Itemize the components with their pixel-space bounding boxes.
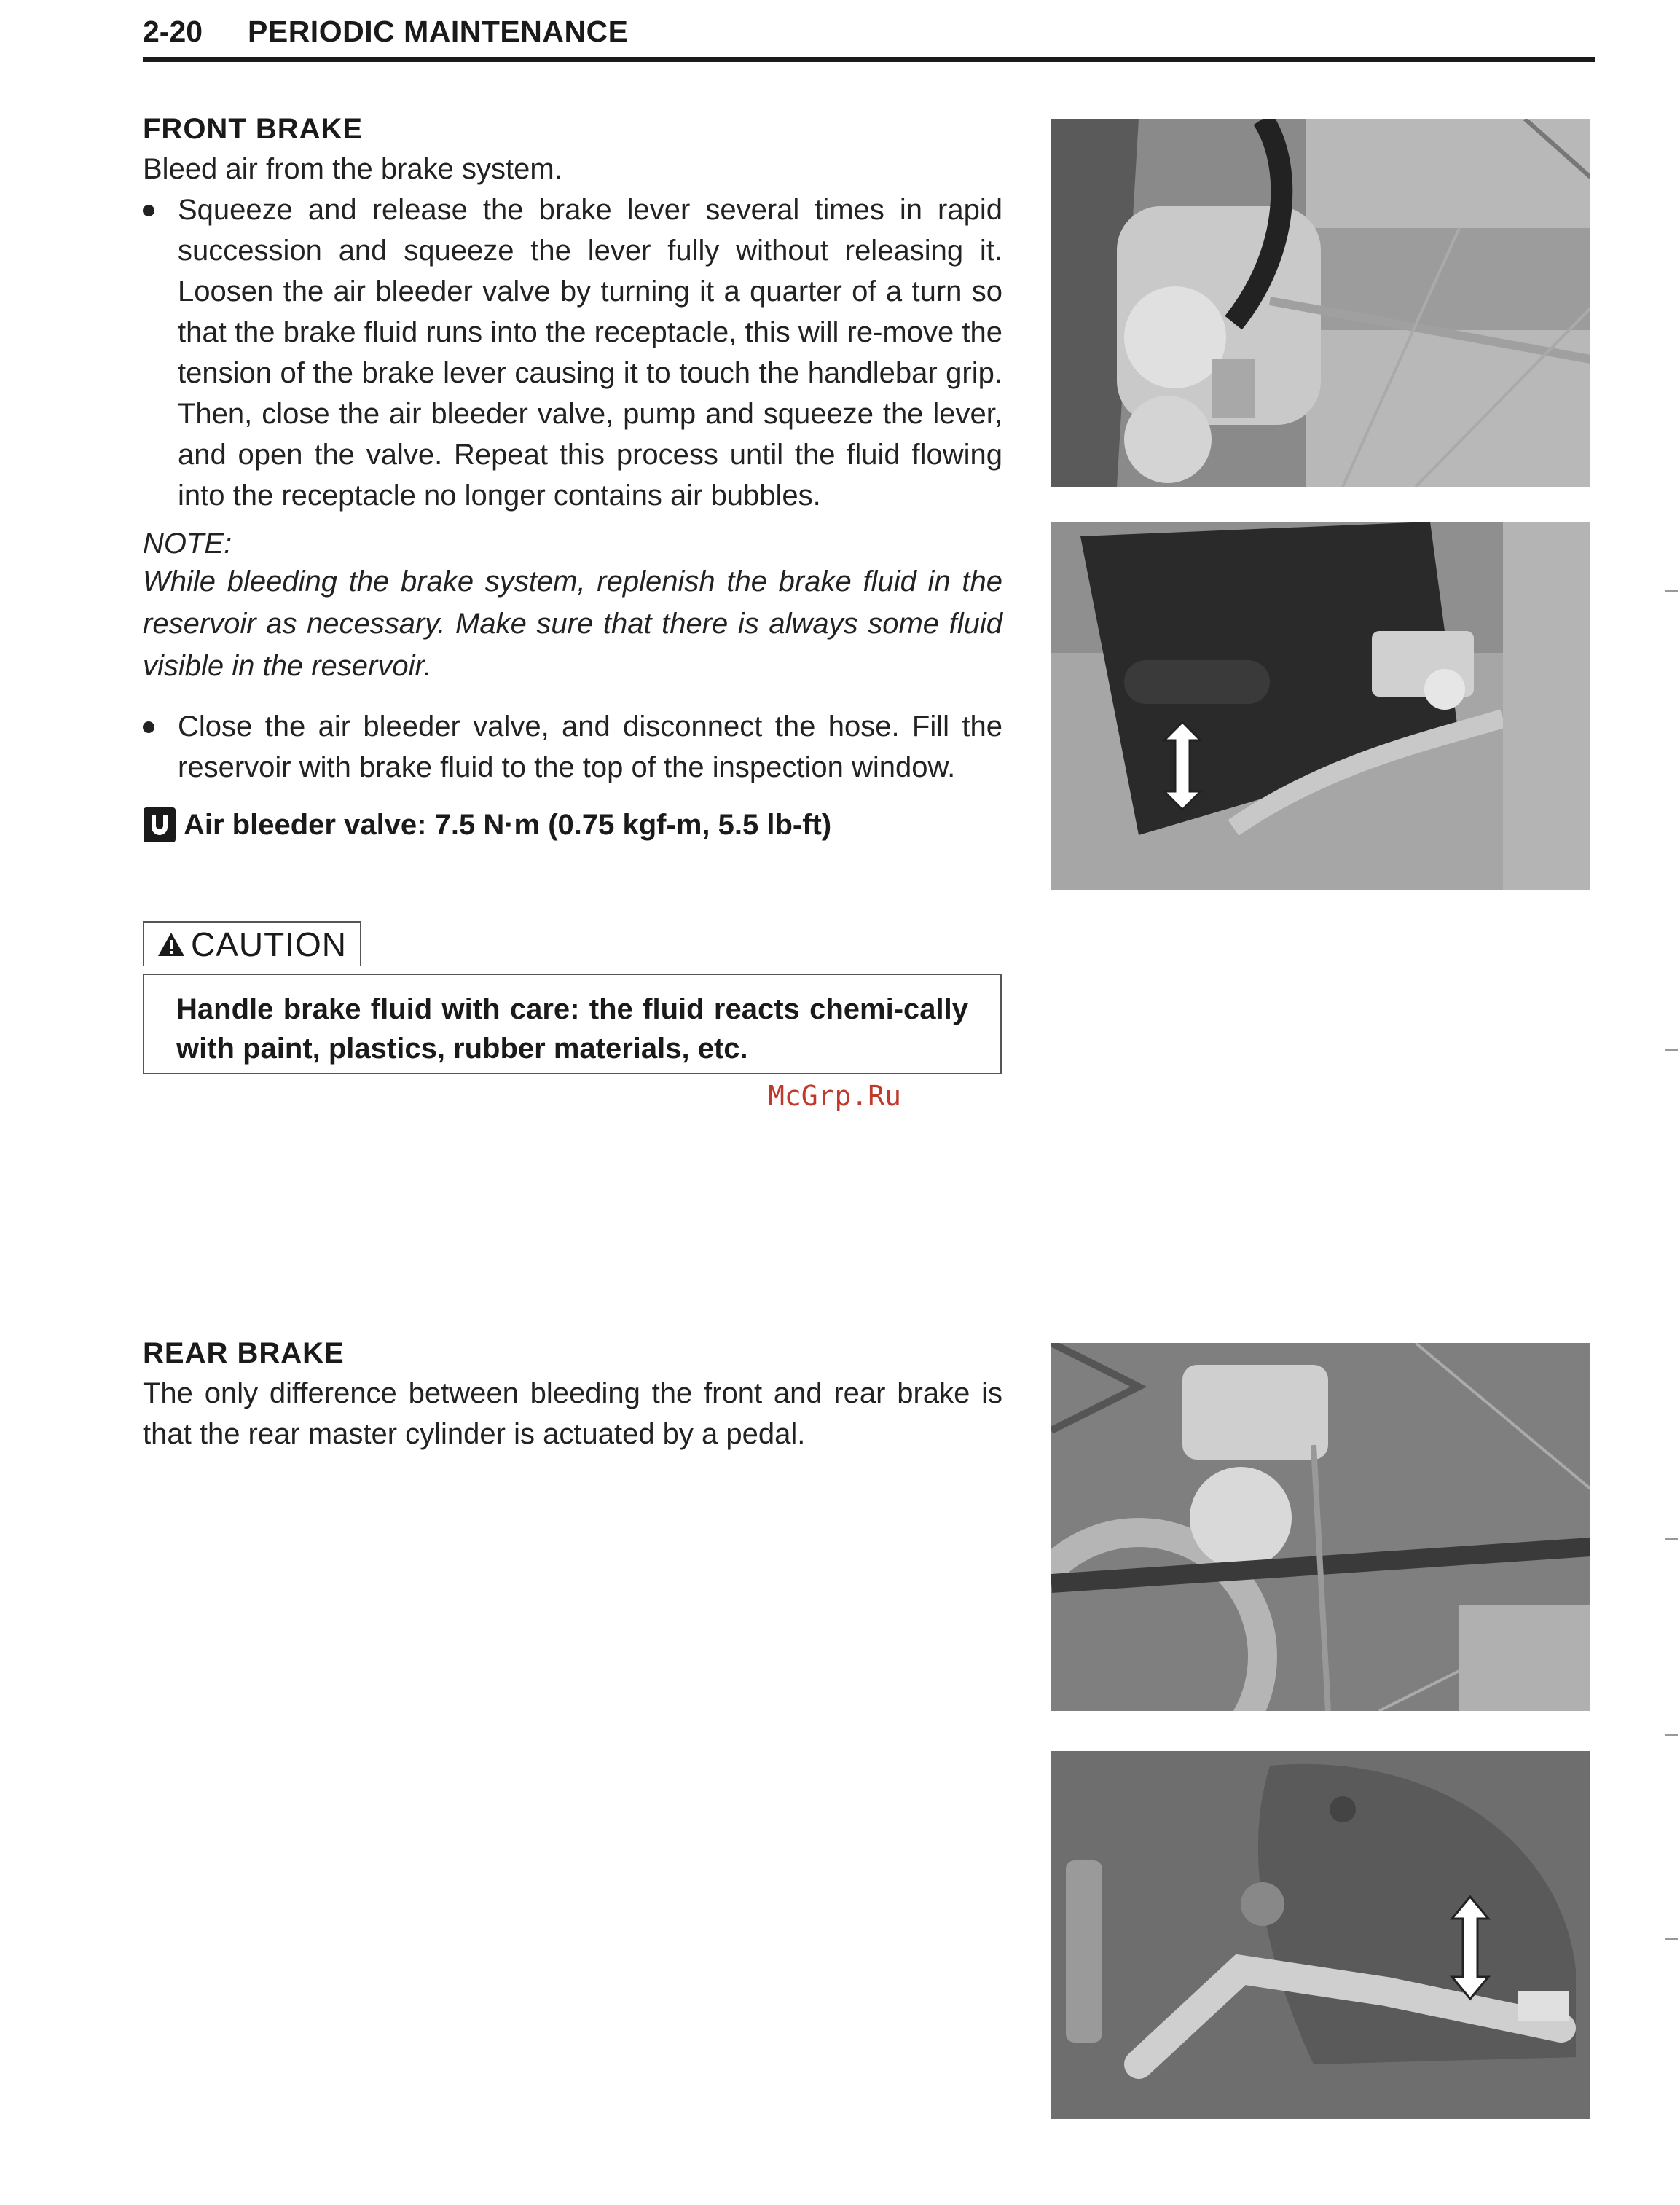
- caution-label-box: [143, 921, 361, 966]
- page-header: [143, 10, 1595, 61]
- front-brake-steps: [143, 189, 1002, 516]
- margin-mark: [1665, 1734, 1678, 1736]
- note-label: NOTE:: [143, 528, 232, 560]
- front-caliper-photo: [1051, 119, 1590, 487]
- front-brake-steps-2: [143, 706, 1002, 788]
- rear-brake-text: The only difference between bleeding the front and rear brake is that the rear master cylinder is actuated by a pedal.: [143, 1377, 1002, 1450]
- brake-lever-photo: [1051, 522, 1590, 890]
- torque-value: Air bleeder valve: 7.5 N·m (0.75 kgf-m, 5.5 lb-ft): [184, 808, 832, 841]
- bullet-dot: [143, 721, 154, 733]
- header-rule: [143, 57, 1595, 62]
- brake-pedal-photo: [1051, 1751, 1590, 2119]
- caution-box: [143, 974, 1002, 1074]
- torque-wrench-icon: [143, 807, 176, 843]
- section-title: PERIODIC MAINTENANCE: [248, 15, 629, 48]
- note-text: While bleeding the brake system, replenish the brake fluid in the reservoir as necessary. Make sure that there is always some fluid visible in the reservoir.: [143, 565, 1002, 682]
- rear-brake-section: [143, 1337, 1002, 1454]
- rear-brake-heading: REAR BRAKE: [143, 1337, 345, 1369]
- list-item: [143, 706, 1002, 788]
- caution-text: Handle brake fluid with care: the fluid reacts chemi-cally with paint, plastics, rubber materials, etc.: [176, 993, 968, 1065]
- margin-mark: [1665, 1538, 1678, 1540]
- caution-label: CAUTION: [191, 925, 347, 963]
- list-item: [143, 189, 1002, 516]
- margin-mark: [1665, 590, 1678, 592]
- list-item-text: Close the air bleeder valve, and disconnect the hose. Fill the reservoir with brake fluid to the top of the inspection window.: [178, 710, 1002, 783]
- front-brake-intro: Bleed air from the brake system.: [143, 153, 562, 185]
- list-item-text: Squeeze and release the brake lever several times in rapid succession and squeeze the lever fully without releasing it. Loosen the air bleeder valve by turning it a quarter of a turn so that the brake fluid runs into the receptacle, this will re-move the tension of the brake lever causing it to touch the handlebar grip. Then, close the air bleeder valve, pump and squeeze the lever, and open the valve. Repeat this process until the fluid flowing into the receptacle no longer contains air bubbles.: [178, 194, 1002, 512]
- page-number: 2-20: [143, 15, 203, 48]
- rear-caliper-photo: [1051, 1343, 1590, 1711]
- front-brake-heading: FRONT BRAKE: [143, 113, 364, 145]
- torque-spec: [143, 807, 1002, 843]
- bullet-dot: [143, 205, 154, 216]
- warning-triangle-icon: [157, 931, 185, 957]
- margin-mark: [1665, 1049, 1678, 1051]
- front-brake-section: [143, 113, 1002, 843]
- margin-mark: [1665, 1938, 1678, 1940]
- watermark: McGrp.Ru: [768, 1080, 902, 1112]
